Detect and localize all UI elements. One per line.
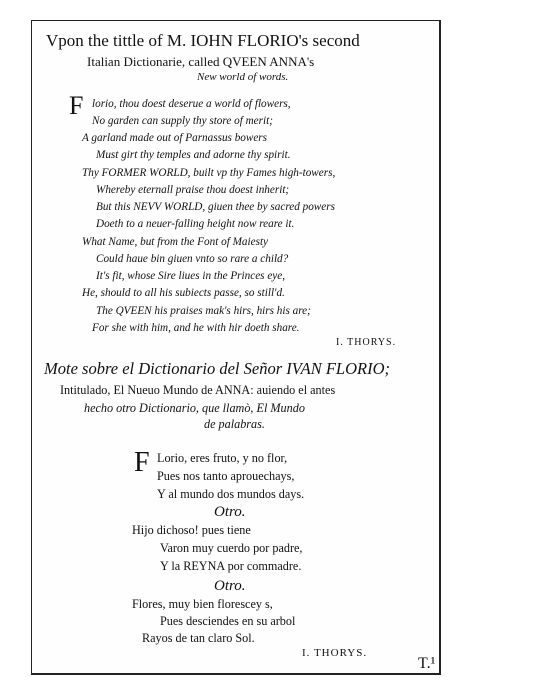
otro-heading: Otro. [214,578,246,594]
poem-line: lorio, thou doest deserue a world of flowers, [92,98,291,110]
poem-line: Lorio, eres fruto, y no flor, [157,451,288,465]
spanish-title: Mote sobre el Dictionario del Señor IVAN FLORIO; [44,359,390,378]
corner-mark: T.¹ [418,655,436,672]
signature-spanish: I. THORYS. [302,647,368,659]
title-line-2: Italian Dictionarie, called QVEEN ANNA's [87,54,315,69]
poem-line: Varon muy cuerdo por padre, [160,541,303,555]
poem-line: For she with him, and he with hir doeth share. [92,322,300,334]
otro-heading: Otro. [214,504,246,520]
poem-line: Pues desciendes en su arbol [160,614,296,628]
poem-line: Must girt thy temples and adorne thy spirit. [96,149,291,161]
poem-line: A garland made out of Parnassus bowers [82,132,268,144]
drop-cap-spanish: F [134,447,150,478]
poem-line: The QVEEN his praises mak's hirs, hirs his are; [96,305,311,317]
poem-line: Y al mundo dos mundos days. [157,487,305,501]
book-page [31,20,441,675]
poem-line: Hijo dichoso! pues tiene [132,523,251,537]
poem-line: Pues nos tanto aprouechays, [157,469,295,483]
page-title: Vpon the tittle of M. IOHN FLORIO's second [46,31,360,50]
title-line-3: New world of words. [197,71,289,83]
poem-line: No garden can supply thy store of merit; [92,115,273,127]
poem-line: Doeth to a neuer-falling height now reare it. [96,218,295,230]
poem-line: Thy FORMER WORLD, built vp thy Fames high-towers, [82,167,336,179]
signature-english: I. THORYS. [336,337,397,348]
poem-line: But this NEVV WORLD, giuen thee by sacred powers [96,201,335,213]
poem-line: Flores, muy bien florescey s, [132,597,273,611]
spanish-title-line-2: Intitulado, El Nueuo Mundo de ANNA: auiendo el antes [60,383,336,397]
poem-line: Whereby eternall praise thou doest inherit; [96,184,290,196]
spanish-title-line-4: de palabras. [204,417,265,431]
spanish-title-line-3: hecho otro Dictionario, que llamò, El Mundo [84,401,305,415]
poem-line: Y la REYNA por commadre. [160,559,302,573]
poem-line: What Name, but from the Font of Maiesty [82,236,269,248]
drop-cap-english: F [69,91,84,120]
poem-line: He, should to all his subiects passe, so still'd. [82,287,285,299]
poem-line: It's fit, whose Sire liues in the Princes eye, [96,270,286,282]
poem-line: Could haue bin giuen vnto so rare a child? [96,253,289,265]
poem-line: Rayos de tan claro Sol. [142,631,255,645]
